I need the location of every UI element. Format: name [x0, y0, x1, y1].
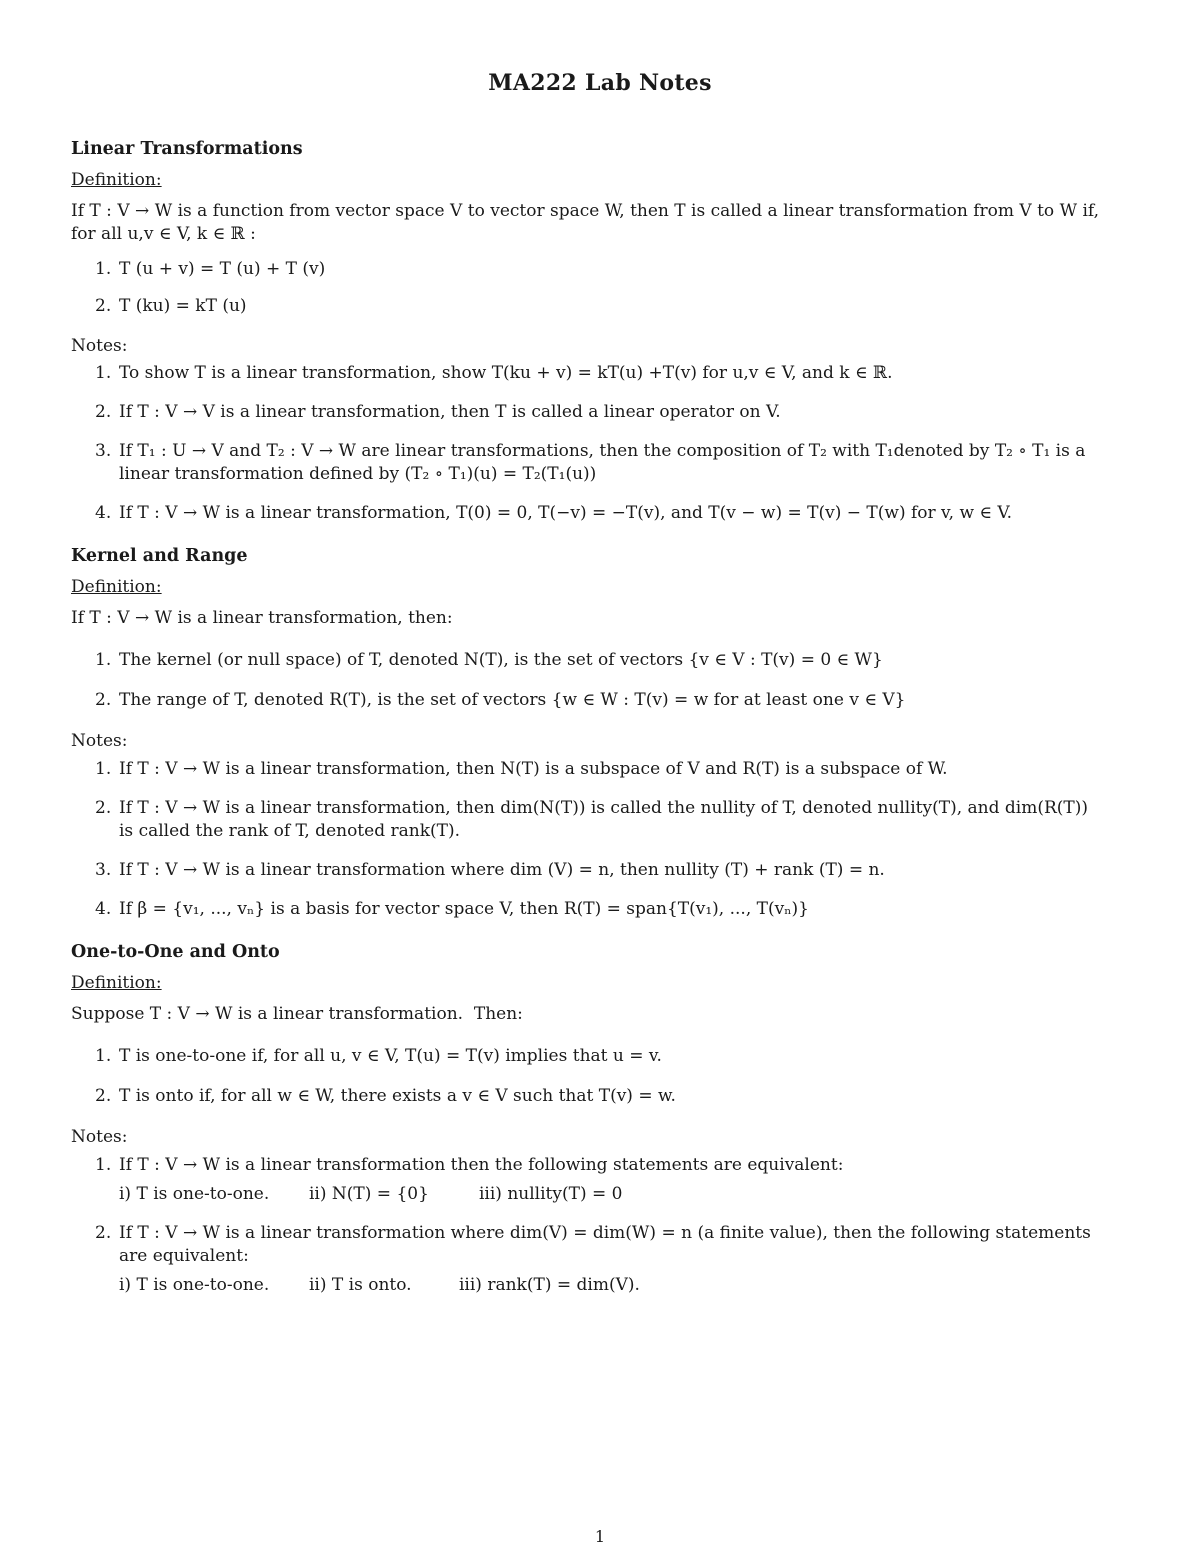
- notes-list: [71, 1154, 1099, 1297]
- list-item: 2. If T : V → W is a linear transformation where dim(V) = dim(W) = n (a finite value), then the following statements are equivalent: i) T is one-to-one. ii) T is onto. iii) rank(T) = dim(V).: [71, 1222, 1099, 1297]
- definition-label: Definition:: [71, 973, 162, 993]
- list-item: 1. The kernel (or null space) of T, denoted N(T), is the set of vectors {v ∈ V : T(v) = 0 ∈ W}: [95, 650, 883, 670]
- list-item: 4. If β = {v₁, ..., vₙ} is a basis for vector space V, then R(T) = span{T(v₁), ..., T(vₙ)}: [95, 899, 810, 919]
- page-number: 1: [594, 1527, 606, 1546]
- notes-label: Notes:: [71, 731, 128, 751]
- page-title: MA222 Lab Notes: [488, 70, 712, 96]
- section-heading: One-to-One and Onto: [71, 942, 280, 962]
- definition-text: If T : V → W is a function from vector space V to vector space W, then T is called a linear transformation from V to W if, for all u,v ∈ V, k ∈ ℝ :: [71, 201, 1099, 244]
- list-item: 2. If T : V → V is a linear transformation, then T is called a linear operator on V.: [95, 402, 781, 422]
- notes-list: [71, 758, 1099, 921]
- list-item: 2. T (ku) = kT (u): [95, 296, 247, 316]
- equivalent-statements: i) T is one-to-one. ii) N(T) = {0} iii) nullity(T) = 0: [119, 1184, 623, 1204]
- section-heading: Kernel and Range: [71, 546, 248, 566]
- notes-list: [71, 362, 1099, 525]
- definition-label: Definition:: [71, 170, 162, 190]
- list-item: 1. T is one-to-one if, for all u, v ∈ V, T(u) = T(v) implies that u = v.: [95, 1046, 662, 1066]
- notes-label: Notes:: [71, 1127, 128, 1147]
- list-item: 1. T (u + v) = T (u) + T (v): [95, 259, 326, 279]
- list-item: 2. The range of T, denoted R(T), is the set of vectors {w ∈ W : T(v) = w for at least one v ∈ V}: [95, 690, 906, 710]
- list-item: 2. If T : V → W is a linear transformation, then dim(N(T)) is called the nullity of T, denoted nullity(T), and dim(R(T)) is called the rank of T, denoted rank(T).: [95, 798, 1089, 841]
- list-item: 2. T is onto if, for all w ∈ W, there exists a v ∈ V such that T(v) = w.: [95, 1086, 676, 1106]
- definition-text: Suppose T : V → W is a linear transformation. Then:: [71, 1004, 523, 1024]
- content: [71, 137, 1099, 1297]
- equivalent-statements: i) T is one-to-one. ii) T is onto. iii) rank(T) = dim(V).: [119, 1275, 640, 1295]
- definition-list: [71, 649, 1099, 712]
- section-heading: Linear Transformations: [71, 139, 303, 159]
- definition-list: [71, 1045, 1099, 1108]
- list-item: 1. To show T is a linear transformation, show T(ku + v) = kT(u) +T(v) for u,v ∈ V, and k ∈ ℝ.: [95, 363, 893, 383]
- list-item: 3. If T : V → W is a linear transformation where dim (V) = n, then nullity (T) + rank (T) = n.: [95, 860, 885, 880]
- definition-list: [71, 258, 1099, 318]
- list-item: 1. If T : V → W is a linear transformation then the following statements are equivalent: i) T is one-to-one. ii) N(T) = {0} iii) nullity(T) = 0: [71, 1154, 1099, 1206]
- list-item: 3. If T₁ : U → V and T₂ : V → W are linear transformations, then the composition of T₂ with T₁denoted by T₂ ∘ T₁ is a linear transformation defined by (T₂ ∘ T₁)(u) = T₂(T₁(u)): [95, 441, 1086, 484]
- definition-text: If T : V → W is a linear transformation, then:: [71, 608, 453, 628]
- list-item: 1. If T : V → W is a linear transformation, then N(T) is a subspace of V and R(T) is a subspace of W.: [95, 759, 948, 779]
- notes-label: Notes:: [71, 336, 128, 356]
- list-item: 4. If T : V → W is a linear transformation, T(0) = 0, T(−v) = −T(v), and T(v − w) = T(v) − T(w) for v, w ∈ V.: [95, 503, 1013, 523]
- definition-label: Definition:: [71, 577, 162, 597]
